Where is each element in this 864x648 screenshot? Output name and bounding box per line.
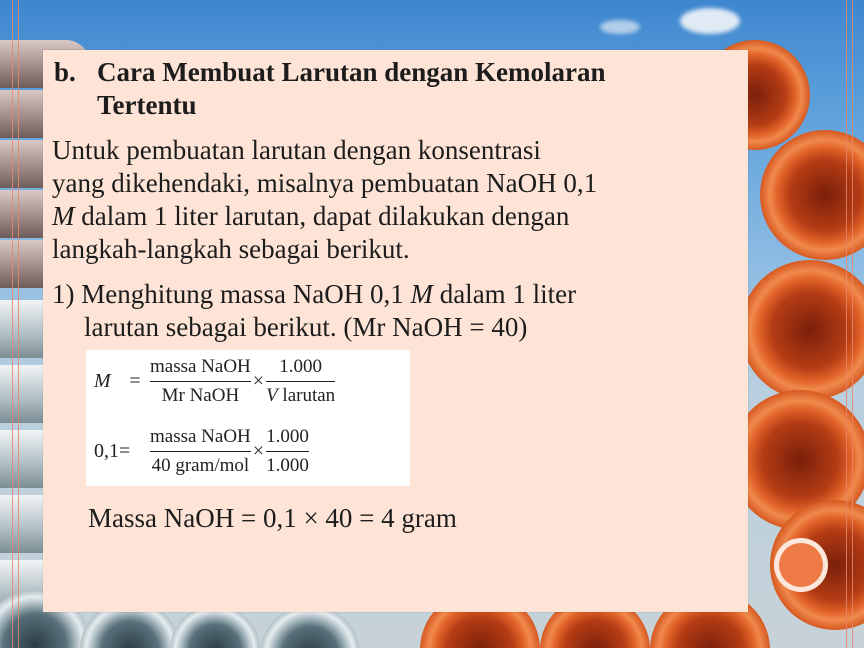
numerator: massa NaOH — [150, 356, 251, 377]
formula-lhs: 0,1= — [94, 440, 131, 462]
fraction-bar — [150, 381, 251, 382]
times-sign: × — [252, 370, 265, 392]
numerator: 1.000 — [266, 426, 309, 447]
volume-symbol: V — [266, 385, 278, 406]
molar-symbol: M — [410, 279, 433, 309]
numerator: massa NaOH — [150, 426, 251, 447]
fraction — [150, 356, 251, 407]
heading-number: b. — [54, 57, 76, 87]
denominator-text: larutan — [277, 385, 336, 406]
fraction — [266, 356, 335, 407]
cloud — [680, 8, 740, 34]
fraction — [150, 426, 251, 477]
numerator: 1.000 — [279, 356, 322, 377]
formula-row-2 — [94, 426, 309, 477]
molar-symbol: M — [52, 201, 75, 231]
formula-lhs: M — [94, 370, 111, 392]
edge-line — [852, 0, 853, 648]
step-line: larutan sebagai berikut. (Mr NaOH = 40) — [84, 312, 528, 342]
heading-text — [97, 56, 747, 122]
paragraph-line — [52, 200, 742, 233]
pipe-end — [760, 130, 864, 260]
formula-equals: = — [129, 370, 141, 392]
fraction-bar — [266, 451, 309, 452]
step-1 — [52, 278, 742, 344]
paragraph-line: Untuk pembuatan larutan dengan konsentrasi — [52, 135, 541, 165]
heading-line-2: Tertentu — [97, 90, 197, 120]
edge-line — [18, 0, 19, 648]
fraction-bar — [266, 381, 335, 382]
step-line — [52, 278, 742, 311]
step-text: 1) Menghitung massa NaOH 0,1 — [52, 279, 411, 309]
fraction-bar — [150, 451, 251, 452]
times-sign: × — [252, 440, 265, 462]
formula-image — [86, 350, 410, 486]
edge-line — [12, 0, 13, 648]
decorative-dot — [779, 543, 823, 587]
result-line: Massa NaOH = 0,1 × 40 = 4 gram — [88, 503, 457, 533]
formula-row-1 — [94, 356, 335, 407]
denominator — [266, 385, 335, 407]
paragraph-line: langkah-langkah sebagai berikut. — [52, 234, 410, 264]
paragraph-line: yang dikehendaki, misalnya pembuatan NaOH 0,1 — [52, 168, 598, 198]
denominator: Mr NaOH — [161, 385, 240, 406]
cloud — [600, 20, 640, 34]
denominator: 1.000 — [266, 455, 309, 476]
denominator: 40 gram/mol — [151, 455, 250, 476]
paragraph-text: dalam 1 liter larutan, dapat dilakukan dengan — [74, 201, 570, 231]
intro-paragraph — [52, 134, 742, 266]
step-text: dalam 1 liter — [432, 279, 577, 309]
edge-line — [846, 0, 847, 648]
fraction — [266, 426, 309, 477]
heading-line-1: Cara Membuat Larutan dengan Kemolaran — [97, 57, 606, 87]
